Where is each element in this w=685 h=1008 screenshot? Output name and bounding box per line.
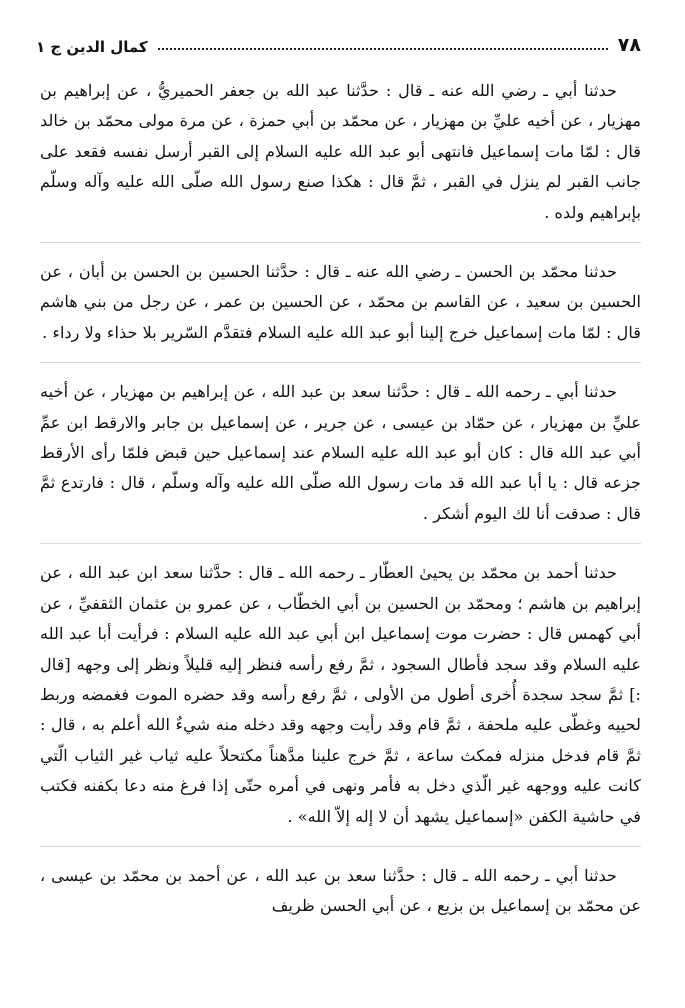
- hadith-paragraph-1: حدثنا أبي ـ رضي الله عنه ـ قال : حدَّثنا عبد الله بن جعفر الحميريُّ ، عن إبراهيم بن مهزيار ، عن أخيه عليِّ بن مهزيار ، عن محمّد بن أبي حمزة ، عن مرة مولى محمّد بن خالد قال : لمّا مات إسماعيل فانتهى أبو عبد الله عليه السلام إلى القبر أرسل نفسه فقعد على جانب القبر لم ينزل في القبر ، ثمَّ قال : هكذا صنع رسول الله صلّى الله عليه وآله وسلّم بإبراهيم ولده .: [40, 76, 641, 243]
- book-title: كمال الدين ج ١: [36, 38, 148, 56]
- hadith-paragraph-4: حدثنا أحمد بن محمّد بن يحيىٰ العطّار ـ رحمه الله ـ قال : حدَّثنا سعد ابن عبد الله ، عن إبراهيم بن هاشم ؛ ومحمّد بن الحسين بن أبي الخطّاب ، عن عمرو بن عثمان الثقفيِّ ، عن أبي كهمس قال : حضرت موت إسماعيل ابن أبي عبد الله عليه السلام : فرأيت أبا عبد الله عليه السلام وقد سجد فأطال السجود ، ثمَّ رفع رأسه فنظر إليه قليلاً ونظر إلى وجهه [قال :] ثمَّ سجد سجدة أُخرى أطول من الأولى ، ثمَّ رفع رأسه وقد حضره الموت فغمضه وربط لحييه وغطّى عليه ملحفة ، ثمَّ قام وقد رأيت وجهه وقد دخله منه شيءٌ الله أعلم به ، قال : ثمَّ قام فدخل منزله فمكث ساعة ، ثمَّ خرج علينا مدَّهناً مكتحلاً عليه ثياب غير الثياب الّتي كانت عليه ووجهه غير الّذي دخل به فأمر ونهى في أمره حتّى إذا فرغ منه دعا بكفنه فكتب في حاشية الكفن «إسماعيل يشهد أن لا إله إلاّ الله» .: [40, 558, 641, 847]
- page-number: ٧٨: [617, 34, 641, 56]
- page-body: [40, 76, 641, 950]
- page-header: [36, 26, 641, 56]
- header-dotted-leader: [158, 48, 608, 50]
- hadith-paragraph-3: حدثنا أبي ـ رحمه الله ـ قال : حدَّثنا سعد بن عبد الله ، عن إبراهيم بن مهزيار ، عن أخيه عليِّ بن مهزيار ، عن حمّاد بن عيسى ، عن جرير ، عن إسماعيل بن جابر والارقط ابن عمِّ أبي عبد الله قال : كان أبو عبد الله عليه السلام عند إسماعيل حين قبض فلمّا رأى الأرقط جزعه قال : يا أبا عبد الله قد مات رسول الله صلّى الله عليه وآله وسلّم ، قال : فارتدع ثمَّ قال : صدقت أنا لك اليوم أشكر .: [40, 377, 641, 544]
- hadith-paragraph-2: حدثنا محمّد بن الحسن ـ رضي الله عنه ـ قال : حدَّثنا الحسين بن الحسن بن أبان ، عن الحسين بن سعيد ، عن القاسم بن محمّد ، عن الحسين بن عمر ، عن رجل من بني هاشم قال : لمّا مات إسماعيل خرج إلينا أبو عبد الله عليه السلام فتقدَّم السّرير بلا حذاء ولا رداء .: [40, 257, 641, 363]
- hadith-paragraph-5: حدثنا أبي ـ رحمه الله ـ قال : حدَّثنا سعد بن عبد الله ، عن أحمد بن محمّد بن عيسى ، عن محمّد بن إسماعيل بن بزيع ، عن أبي الحسن ظريف: [40, 865, 641, 916]
